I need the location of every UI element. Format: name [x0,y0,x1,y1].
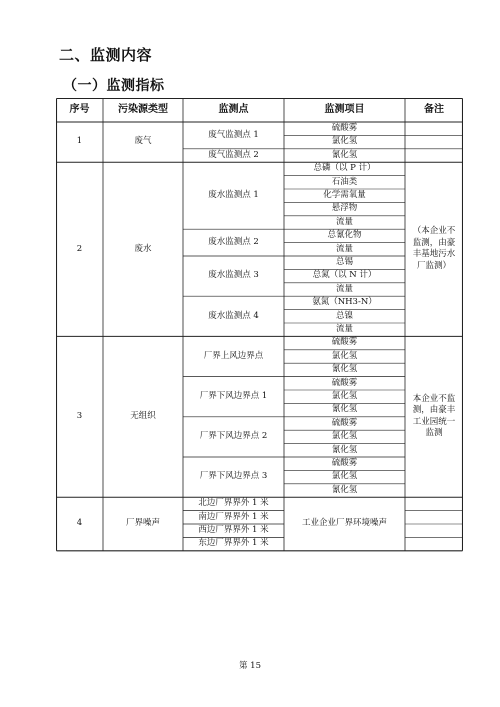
monitoring-item: 氰化氢 [331,484,358,495]
monitoring-item: 总氮（以 N 计） [312,270,377,281]
subsection-heading: （一）监测指标 [63,78,165,94]
section-heading: 二、监测内容 [59,46,153,64]
monitoring-item: 氰化氢 [331,149,358,160]
monitoring-point: 西边厂界界外 1 米 [198,524,269,535]
monitoring-item: 悬浮物 [331,203,358,214]
header-cell: 备注 [424,104,444,116]
row-number: 1 [76,136,83,147]
monitoring-point: 厂界上风边界点 [203,350,264,361]
monitoring-item: 氯化氢 [331,350,358,361]
monitoring-item: 总磷（以 P 计） [313,163,376,174]
monitoring-item: 硫酸雾 [331,417,358,428]
remark: （本企业不监测，由豪丰基地污水厂监测） [412,226,456,271]
header-cell: 序号 [69,104,90,116]
monitoring-indicator-table [56,98,463,558]
monitoring-point: 南边厂界界外 1 米 [198,511,269,522]
header-cell: 监测点 [218,104,249,116]
monitoring-item: 氨氮（NH3-N） [312,297,377,308]
row-number: 4 [76,518,83,529]
monitoring-item: 工业企业厂界环境噪声 [301,518,387,529]
monitoring-item: 总镍 [335,310,353,321]
monitoring-item: 流量 [335,323,353,334]
monitoring-item: 氰化氢 [331,364,358,375]
monitoring-item: 总氰化物 [327,230,362,241]
row-number: 3 [76,411,83,422]
monitoring-point: 废水监测点 3 [208,270,259,281]
monitoring-item: 石油类 [331,176,358,187]
monitoring-point: 废气监测点 2 [208,149,259,160]
monitoring-item: 氰化氢 [331,404,358,415]
pollution-type: 无组织 [130,411,156,422]
monitoring-point: 厂界下风边界点 3 [199,471,268,482]
row-number: 2 [76,243,83,254]
monitoring-point: 废水监测点 2 [208,236,259,247]
monitoring-point: 厂界下风边界点 1 [199,390,268,401]
monitoring-item: 氯化氢 [331,136,358,147]
monitoring-item: 流量 [335,216,353,227]
monitoring-item: 流量 [335,283,353,294]
monitoring-item: 硫酸雾 [331,337,358,348]
monitoring-item: 氯化氢 [331,390,358,401]
monitoring-point: 北边厂界界外 1 米 [198,498,269,509]
monitoring-point: 废气监测点 1 [208,129,259,140]
header-cell: 污染源类型 [118,104,168,116]
monitoring-point: 废水监测点 1 [208,189,259,200]
monitoring-item: 氯化氢 [331,471,358,482]
monitoring-item: 总锡 [335,256,353,267]
monitoring-item: 硫酸雾 [331,377,358,388]
monitoring-item: 硫酸雾 [331,122,358,133]
monitoring-point: 东边厂界界外 1 米 [198,538,269,549]
pollution-type: 厂界噪声 [125,518,160,529]
monitoring-item: 氰化氢 [331,444,358,455]
remark: 本企业不监测，由豪丰工业园统一监测 [412,393,456,439]
monitoring-point: 废水监测点 4 [208,310,259,321]
page-number: 第 15 [238,661,262,671]
monitoring-item: 流量 [335,243,353,254]
pollution-type: 废气 [134,136,152,147]
monitoring-item: 硫酸雾 [331,457,358,468]
monitoring-item: 化学需氧量 [323,189,366,200]
header-cell: 监测项目 [324,104,365,116]
monitoring-item: 氯化氢 [331,431,358,442]
monitoring-point: 厂界下风边界点 2 [199,431,268,442]
pollution-type: 废水 [134,243,152,254]
